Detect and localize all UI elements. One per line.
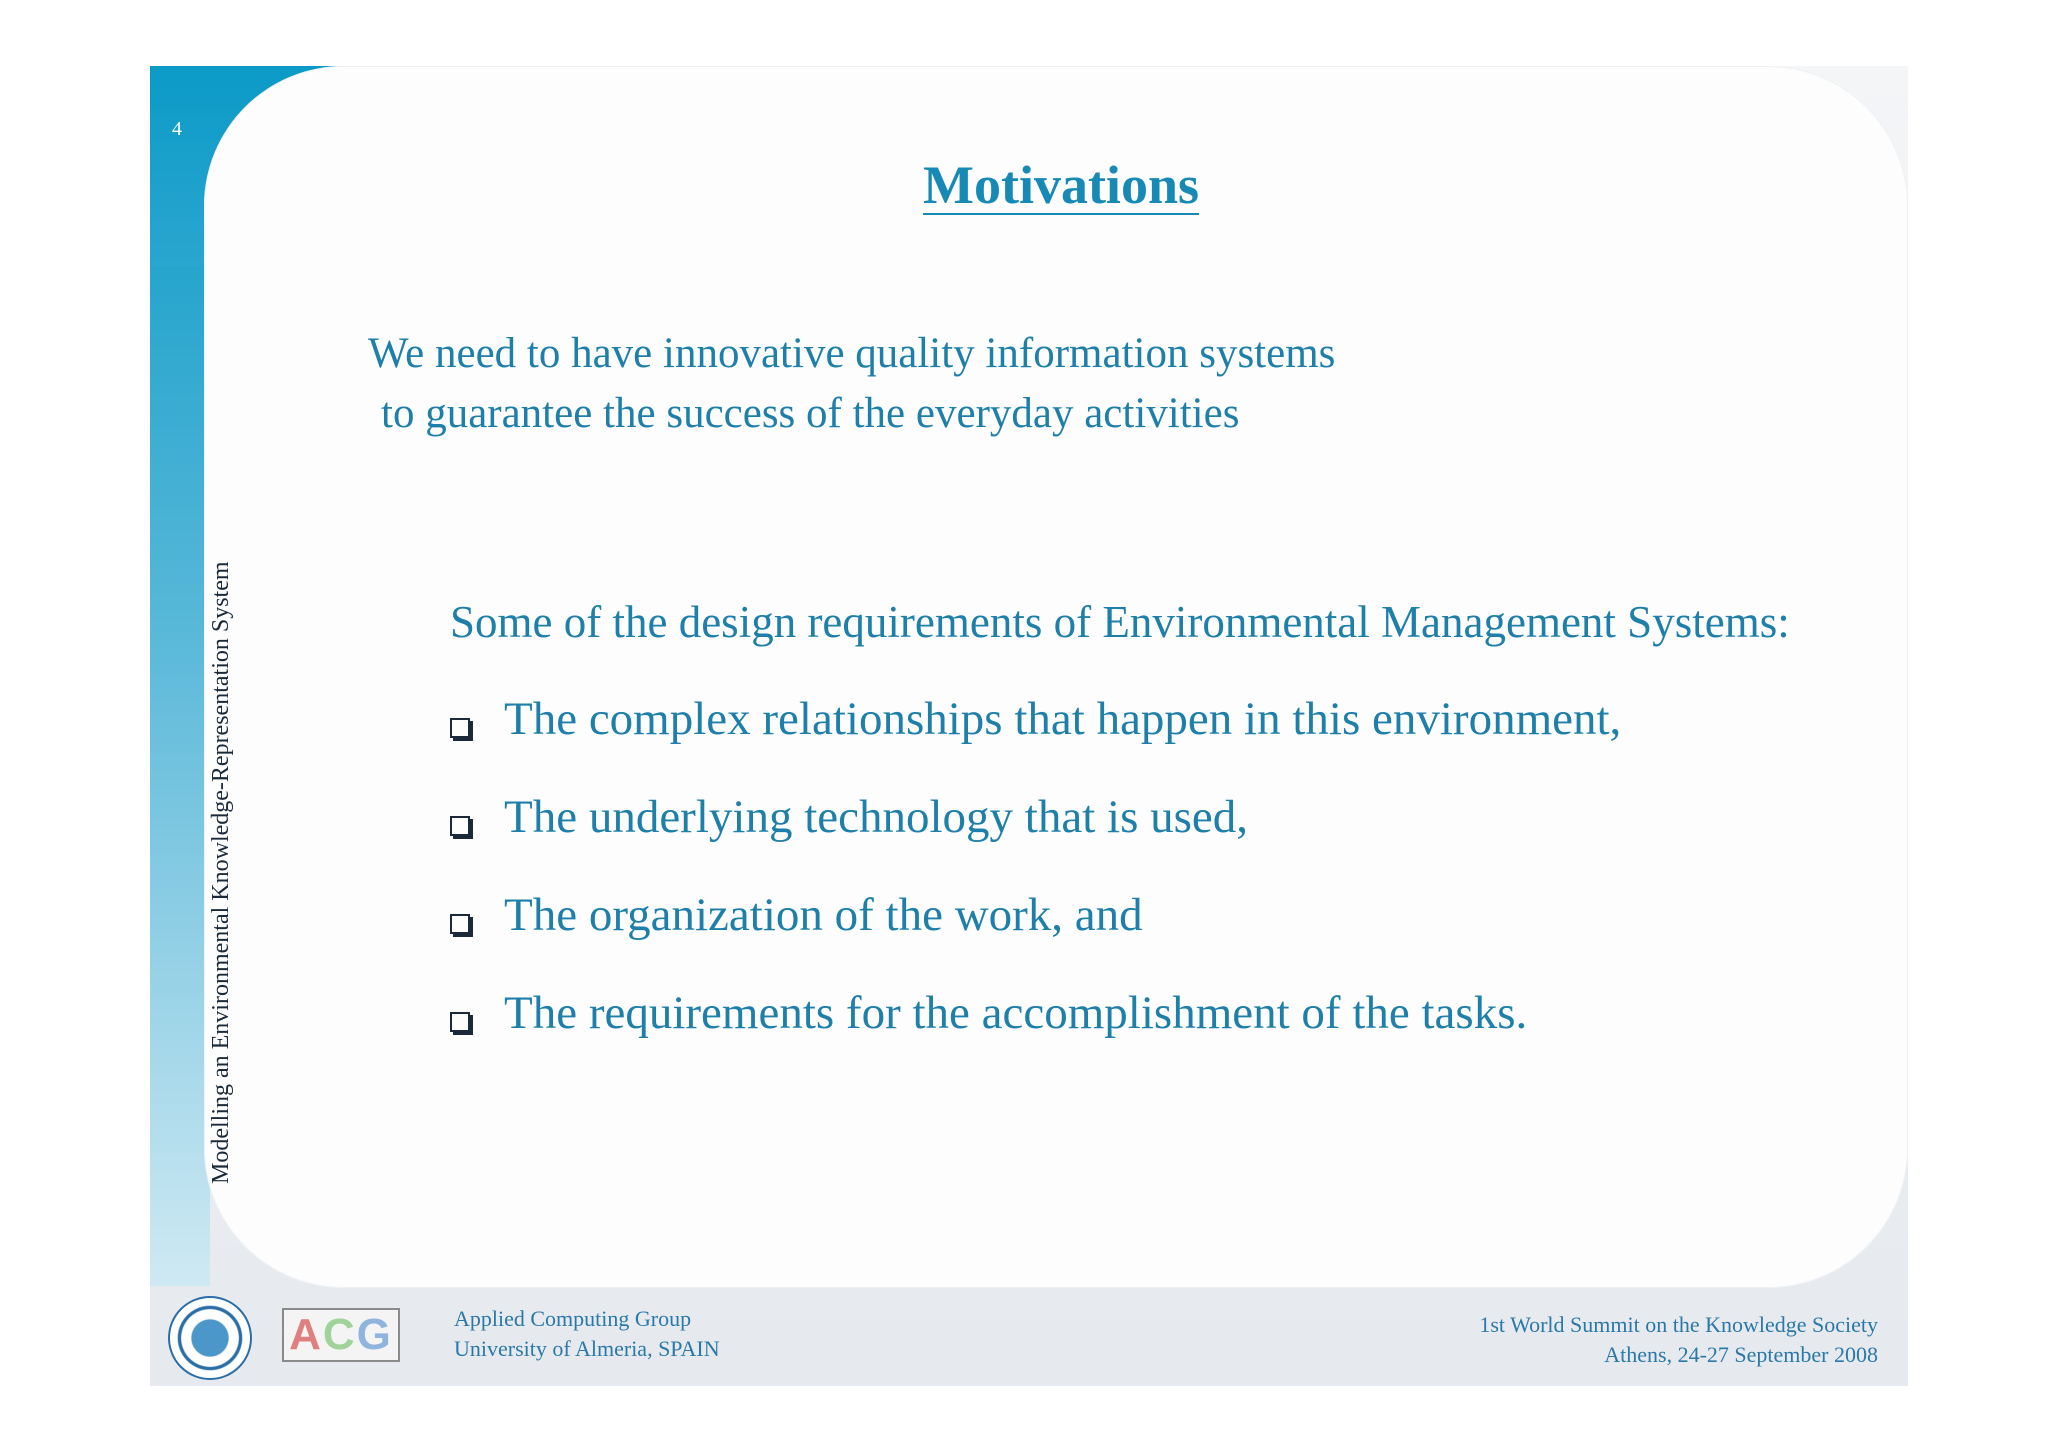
group-name: Applied Computing Group — [454, 1306, 692, 1331]
event-info — [1479, 1310, 1878, 1370]
intro-text — [368, 324, 1335, 444]
list-item-text: The organization of the work, and — [504, 889, 1143, 941]
side-title: Modelling an Environmental Knowledge-Representation System — [208, 561, 234, 1184]
slide-title: Motivations — [923, 155, 1199, 215]
checkbox-bullet-icon — [450, 914, 470, 934]
content-panel — [204, 66, 1908, 1288]
slide — [150, 66, 1908, 1386]
list-item-text: The requirements for the accomplishment of the tasks. — [504, 987, 1528, 1039]
page-number: 4 — [172, 118, 182, 140]
list-item — [450, 888, 1621, 986]
checkbox-bullet-icon — [450, 718, 470, 738]
checkbox-bullet-icon — [450, 1012, 470, 1032]
list-item — [450, 986, 1621, 1084]
university-seal-icon — [168, 1296, 252, 1380]
checkbox-bullet-icon — [450, 816, 470, 836]
requirements-heading: Some of the design requirements of Environmental Management Systems: — [450, 597, 1790, 647]
list-item — [450, 790, 1621, 888]
list-item-text: The underlying technology that is used, — [504, 791, 1249, 843]
requirements-list — [450, 692, 1621, 1084]
group-info — [454, 1304, 720, 1364]
event-name: 1st World Summit on the Knowledge Society — [1479, 1312, 1878, 1337]
acg-logo: A C G — [282, 1308, 400, 1362]
list-item — [450, 692, 1621, 790]
event-place-date: Athens, 24-27 September 2008 — [1604, 1342, 1878, 1367]
intro-line-1: We need to have innovative quality information systems — [368, 330, 1336, 377]
slide-footer — [150, 1288, 1908, 1386]
list-item-text: The complex relationships that happen in this environment, — [504, 693, 1622, 745]
group-university: University of Almeria, SPAIN — [454, 1336, 720, 1361]
intro-line-2: to guarantee the success of the everyday activities — [381, 390, 1240, 437]
